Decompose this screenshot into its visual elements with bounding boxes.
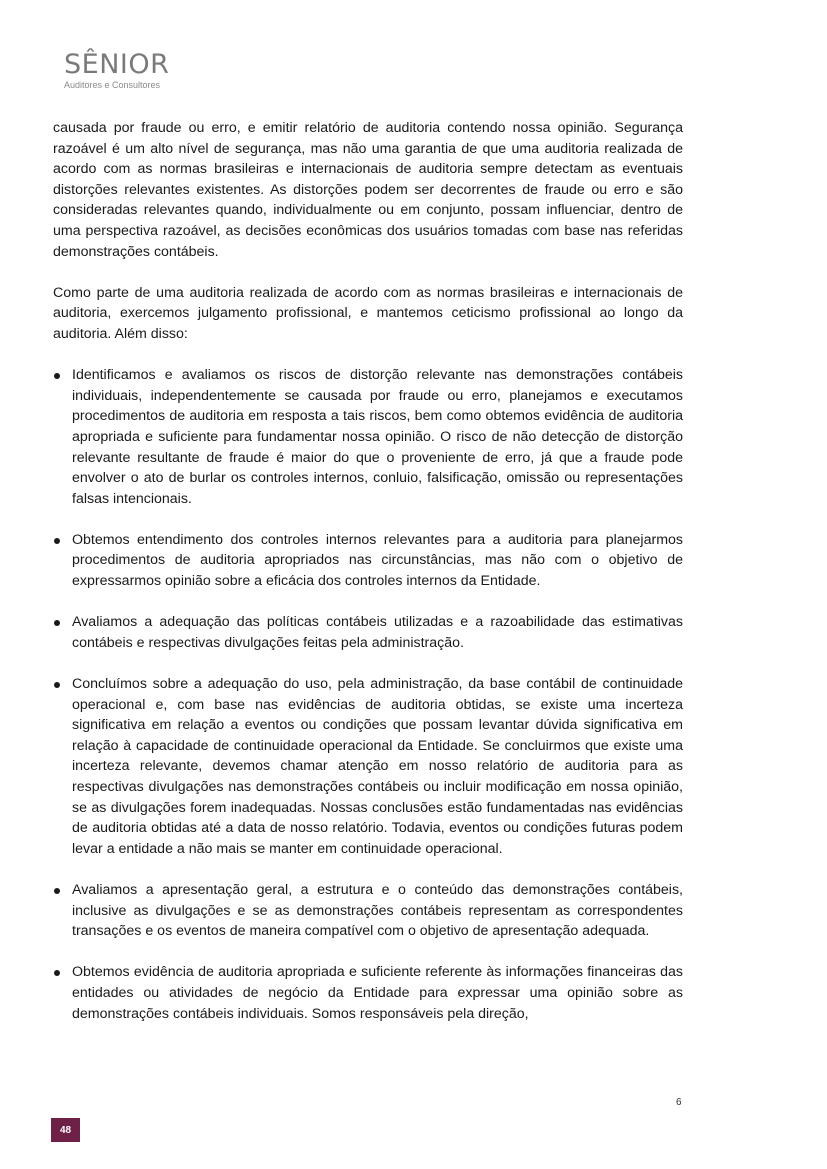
bullet-icon xyxy=(54,888,60,894)
company-logo xyxy=(64,50,184,91)
list-item xyxy=(53,530,683,592)
logo-tagline: Auditores e Consultores xyxy=(64,80,161,90)
list-item xyxy=(53,880,683,942)
bullet-list xyxy=(53,365,683,1024)
list-item-text: Obtemos evidência de auditoria apropriada e suficiente referente às informações financeiras das entidades ou atividades de negócio da Entidade para expressar uma opinião sobre as demonstrações contábeis individuais. Somos responsáveis pela direção, xyxy=(72,964,683,1022)
list-item xyxy=(53,612,683,653)
bullet-icon xyxy=(54,970,60,976)
bullet-icon xyxy=(54,620,60,626)
list-item-text: Concluímos sobre a adequação do uso, pela administração, da base contábil de continuidade operacional e, com base nas evidências de auditoria obtidas, se existe uma incerteza significativa em relação a eventos ou condições que possam levantar dúvida significativa em relação à capacidade de continuidade operacional da Entidade. Se concluirmos que existe uma incerteza relevante, devemos chamar atenção em nosso relatório de auditoria para as respectivas divulgações nas demonstrações contábeis ou incluir modificação em nossa opinião, se as divulgações forem inadequadas. Nossas conclusões estão fundamentadas nas evidências de auditoria obtidas até a data de nosso relatório. Todavia, eventos ou condições futuras podem levar a entidade a não mais se manter em continuidade operacional. xyxy=(72,676,683,857)
list-item-text: Obtemos entendimento dos controles internos relevantes para a auditoria para planejarmos procedimentos de auditoria apropriados nas circunstâncias, mas não com o objetivo de expressarmos opinião sobre a eficácia dos controles internos da Entidade. xyxy=(72,531,683,590)
paragraph: causada por fraude ou erro, e emitir relatório de auditoria contendo nossa opinião. Segurança razoável é um alto nível de segurança, mas não uma garantia de que uma auditoria realizada de acordo com as normas brasileiras e internacionais de auditoria sempre detectam as eventuais distorções relevantes existentes. As distorções podem ser decorrentes de fraude ou erro e são consideradas relevantes quando, individualmente ou em conjunto, possam influenciar, dentro de uma perspectiva razoável, as decisões econômicas dos usuários tomadas com base nas referidas demonstrações contábeis. xyxy=(53,120,683,260)
paragraph: Como parte de uma auditoria realizada de acordo com as normas brasileiras e internacionais de auditoria, exercemos julgamento profissional, e mantemos ceticismo profissional ao longo da auditoria. Além disso: xyxy=(53,284,683,342)
list-item xyxy=(53,962,683,1024)
document-body xyxy=(53,118,683,1045)
logo-name: SÊNIOR xyxy=(64,49,170,80)
list-item-text: Avaliamos a adequação das políticas contábeis utilizadas e a razoabilidade das estimativas contábeis e respectivas divulgações feitas pela administração. xyxy=(72,614,683,651)
list-item xyxy=(53,365,683,509)
bullet-icon xyxy=(54,682,60,688)
list-item-text: Avaliamos a apresentação geral, a estrutura e o conteúdo das demonstrações contábeis, inclusive as divulgações e se as demonstrações contábeis representam as correspondentes transações e os eventos de maneira compatível com o objetivo de apresentação adequada. xyxy=(72,881,683,940)
list-item xyxy=(53,674,683,859)
bullet-icon xyxy=(54,538,60,544)
list-item-text: Identificamos e avaliamos os riscos de distorção relevante nas demonstrações contábeis individuais, independentemente se causada por fraude ou erro, planejamos e executamos procedimentos de auditoria em resposta a tais riscos, bem como obtemos evidência de auditoria apropriada e suficiente para fundamentar nossa opinião. O risco de não detecção de distorção relevante resultante de fraude é maior do que o proveniente de erro, já que a fraude pode envolver o ato de burlar os controles internos, conluio, falsificação, omissão ou representações falsas intencionais. xyxy=(72,367,683,507)
page-badge: 48 xyxy=(51,1118,80,1142)
bullet-icon xyxy=(54,373,60,379)
page-number: 6 xyxy=(676,1097,682,1108)
